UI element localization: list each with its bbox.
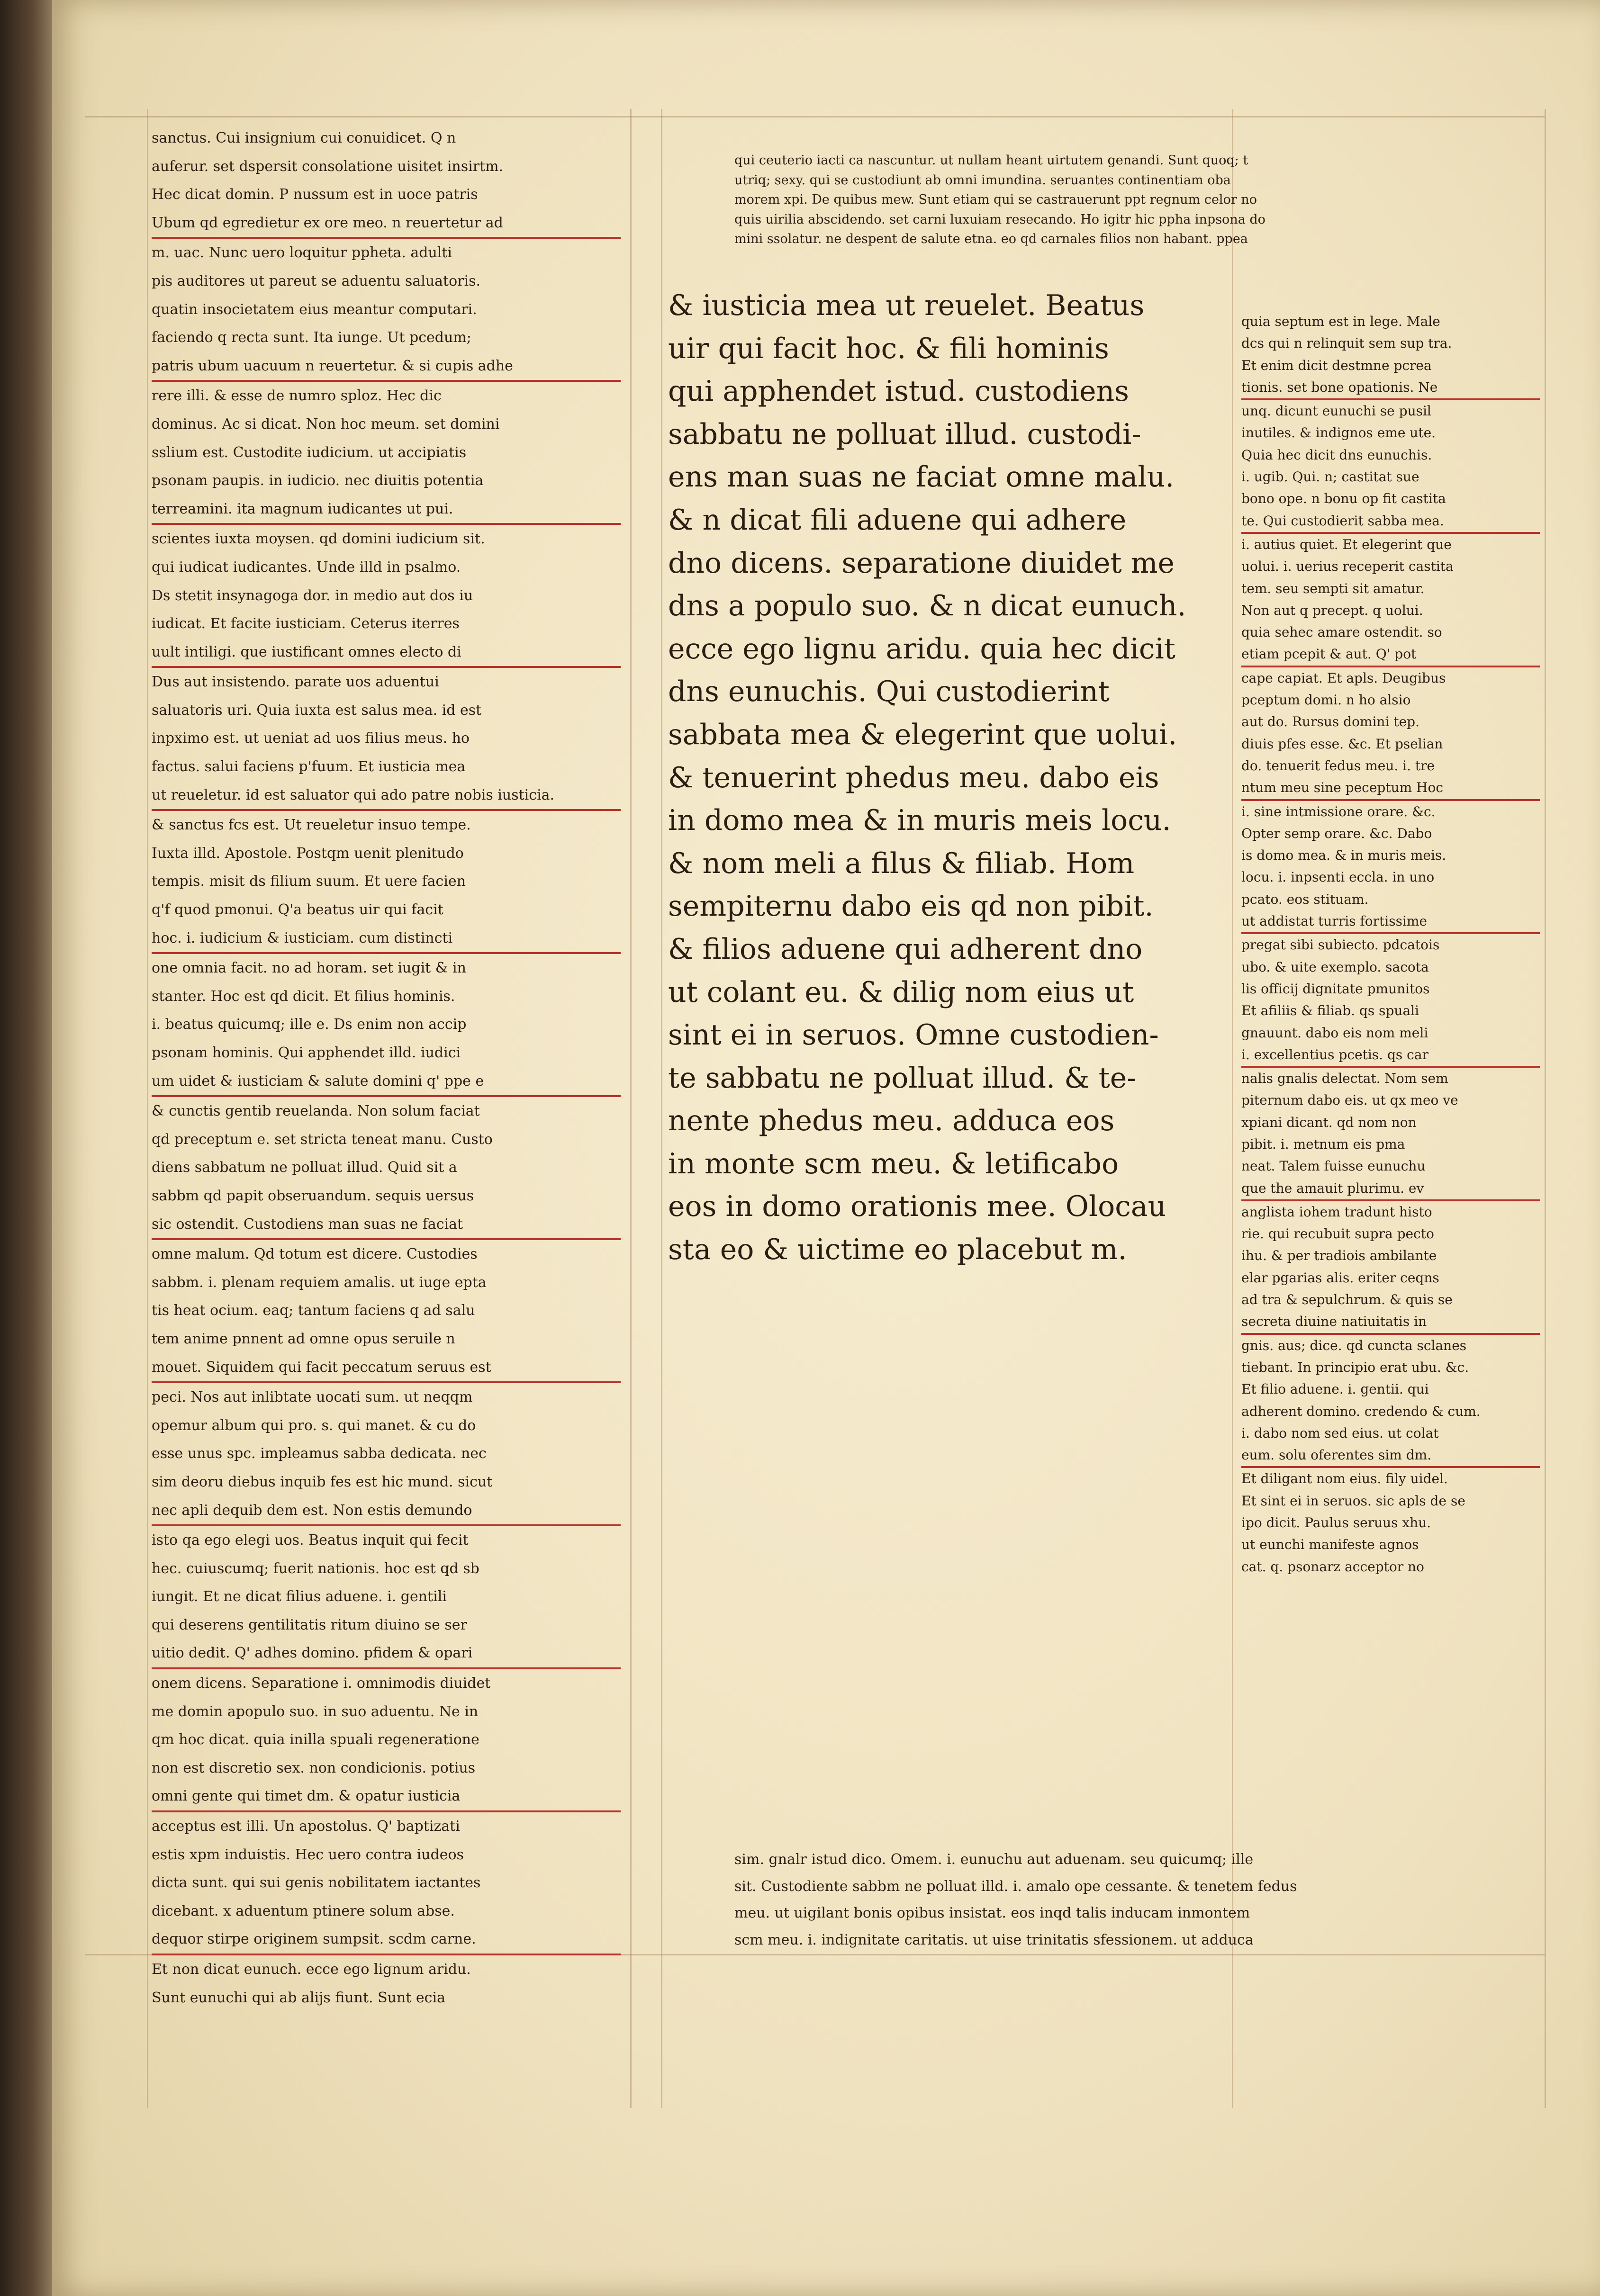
gloss-right-line: tem. seu sempti sit amatur.	[1241, 580, 1425, 596]
gloss-left-line: dequor stirpe originem sumpsit. scdm carne.	[152, 1925, 621, 1955]
gloss-top-line: mini ssolatur. ne despent de salute etna. eo qd carnales filios non habant. ppea	[734, 232, 1248, 246]
gloss-right-line: dcs qui n relinquit sem sup tra.	[1241, 335, 1452, 351]
gloss-right-line: i. ugib. Qui. n; castitat sue	[1241, 469, 1419, 485]
gloss-right-line: rie. qui recubuit supra pecto	[1241, 1226, 1434, 1242]
gloss-left-line: ut reueletur. id est saluator qui ado patre nobis iusticia.	[152, 781, 621, 811]
gloss-left-line: sabbm qd papit obseruandum. sequis uersus	[152, 1187, 474, 1204]
gloss-right-line: gnis. aus; dice. qd cuncta sclanes	[1241, 1337, 1467, 1353]
gloss-right-line: Et enim dicit destmne pcrea	[1241, 357, 1432, 373]
gloss-bottom-line: sim. gnalr istud dico. Omem. i. eunuchu aut aduenam. seu quicumq; ille	[734, 1851, 1254, 1868]
gloss-left-line: estis xpm induistis. Hec uero contra iudeos	[152, 1846, 464, 1863]
gloss-right-line: que the amauit plurimu. ev	[1241, 1178, 1540, 1201]
main-text-line: sta eo & uictime eo placebut m.	[668, 1233, 1127, 1267]
gloss-right-line: inutiles. & indignos eme ute.	[1241, 425, 1436, 441]
gloss-top-line: utriq; sexy. qui se custodiunt ab omni imundina. seruantes continentiam oba	[734, 172, 1231, 188]
gloss-left-line: um uidet & iusticiam & salute domini q' ppe e	[152, 1067, 621, 1098]
main-text-line: in monte scm meu. & letificabo	[668, 1147, 1119, 1180]
gloss-left-line: sabbm. i. plenam requiem amalis. ut iuge epta	[152, 1274, 487, 1291]
main-text-line: ecce ego lignu aridu. quia hec dicit	[668, 632, 1175, 666]
gloss-left-line: non est discretio sex. non condicionis. potius	[152, 1759, 476, 1776]
gloss-right-line: locu. i. inpsenti eccla. in uno	[1241, 869, 1435, 885]
gloss-left-line: me domin apopulo suo. in suo aduentu. Ne in	[152, 1703, 479, 1720]
gloss-right-line: ut eunchi manifeste agnos	[1241, 1537, 1419, 1553]
ruling-line	[1232, 109, 1233, 2108]
gloss-left-line: one omnia facit. no ad horam. set iugit & in	[152, 960, 466, 977]
gloss-left-line: qui deserens gentilitatis ritum diuino se ser	[152, 1616, 467, 1633]
main-text-line: dns eunuchis. Qui custodierint	[668, 675, 1110, 709]
main-text-line: sabbata mea & elegerint que uolui.	[668, 718, 1177, 751]
gloss-left-line: omni gente qui timet dm. & opatur iusticia	[152, 1782, 621, 1812]
gloss-left-line: sslium est. Custodite iudicium. ut accipiatis	[152, 444, 467, 461]
gloss-left-line: auferur. set dspersit consolatione uisitet insirtm.	[152, 158, 504, 175]
gloss-right-line: quia sehec amare ostendit. so	[1241, 624, 1442, 640]
gloss-left-line: terreamini. ita magnum iudicantes ut pui.	[152, 495, 621, 525]
main-text-line: dno dicens. separatione diuidet me	[668, 546, 1175, 580]
gloss-left-line: & cunctis gentib reuelanda. Non solum faciat	[152, 1103, 480, 1120]
gloss-right-line: lis officij dignitate pmunitos	[1241, 981, 1430, 997]
gloss-left-line: tem anime pnnent ad omne opus seruile n	[152, 1330, 455, 1347]
gloss-left-line: i. beatus quicumq; ille e. Ds enim non accip	[152, 1016, 467, 1033]
gloss-left-line: patris ubum uacuum n reuertetur. & si cupis adhe	[152, 352, 621, 382]
gloss-left-line: uult intiligi. que iustificant omnes electo di	[152, 638, 621, 668]
gloss-right-line: adherent domino. credendo & cum.	[1241, 1403, 1481, 1419]
gloss-right-line: anglista iohem tradunt histo	[1241, 1204, 1432, 1220]
main-text-line: in domo mea & in muris meis locu.	[668, 804, 1171, 837]
gloss-left-line: sanctus. Cui insignium cui conuidicet. Q n	[152, 130, 456, 146]
gloss-right-line: ihu. & per tradiois ambilante	[1241, 1248, 1437, 1264]
gloss-left-line: qui iudicat iudicantes. Unde illd in psalmo.	[152, 558, 461, 576]
gloss-left-line: dicta sunt. qui sui genis nobilitatem iactantes	[152, 1874, 481, 1891]
ruling-line	[630, 109, 632, 2108]
gloss-left-line: Et non dicat eunuch. ecce ego lignum aridu.	[152, 1961, 471, 1978]
gloss-left-line: Ubum qd egredietur ex ore meo. n reuertetur ad	[152, 209, 621, 239]
main-text-line: eos in domo orationis mee. Olocau	[668, 1190, 1166, 1224]
gloss-left-line: tempis. misit ds filium suum. Et uere facien	[152, 873, 466, 890]
gloss-right-line: Et sint ei in seruos. sic apls de se	[1241, 1493, 1465, 1509]
gloss-left-line: opemur album qui pro. s. qui manet. & cu do	[152, 1417, 476, 1434]
gloss-right-line: Et afiliis & filiab. qs spuali	[1241, 1003, 1419, 1019]
ruling-line	[661, 109, 662, 2108]
main-text-line: & iusticia mea ut reuelet. Beatus	[668, 289, 1145, 322]
gloss-right-line: nalis gnalis delectat. Nom sem	[1241, 1071, 1448, 1087]
gloss-left-line: faciendo q recta sunt. Ita iunge. Ut pcedum;	[152, 329, 471, 346]
gloss-right-line: pregat sibi subiecto. pdcatois	[1241, 937, 1440, 953]
gloss-bottom	[734, 1846, 1540, 1954]
gloss-left-line: m. uac. Nunc uero loquitur ppheta. adulti	[152, 244, 452, 261]
gloss-right-line: ipo dicit. Paulus seruus xhu.	[1241, 1515, 1431, 1531]
gloss-left	[152, 124, 621, 2012]
main-text-line: uir qui facit hoc. & fili hominis	[668, 332, 1109, 365]
gloss-left-line: psonam paupis. in iudicio. nec diuitis potentia	[152, 472, 484, 489]
gloss-left-line: iudicat. Et facite iusticiam. Ceterus iterres	[152, 615, 460, 632]
gloss-left-line: inpximo est. ut ueniat ad uos filius meus. ho	[152, 730, 470, 747]
gloss-left-line: Sunt eunuchi qui ab alijs fiunt. Sunt ecia	[152, 1989, 445, 2006]
gloss-left-line: nec apli dequib dem est. Non estis demundo	[152, 1496, 621, 1527]
gloss-left-line: mouet. Siquidem qui facit peccatum seruus est	[152, 1353, 621, 1384]
ruling-line	[147, 109, 148, 2108]
gloss-right-line: gnauunt. dabo eis nom meli	[1241, 1025, 1428, 1041]
gloss-right-line: pcato. eos stituam.	[1241, 891, 1369, 907]
main-text	[668, 284, 1227, 1271]
gloss-right-line: Opter semp orare. &c. Dabo	[1241, 825, 1432, 841]
gloss-left-line: stanter. Hoc est qd dicit. Et filius hominis.	[152, 988, 455, 1005]
gloss-right-line: uolui. i. uerius receperit castita	[1241, 558, 1454, 575]
gloss-left-line: pis auditores ut pareut se aduentu saluatoris.	[152, 272, 481, 289]
gloss-left-line: hec. cuiuscumq; fuerit nationis. hoc est qd sb	[152, 1560, 479, 1577]
main-text-line: te sabbatu ne polluat illud. & te-	[668, 1061, 1137, 1095]
gloss-right-line: ad tra & sepulchrum. & quis se	[1241, 1292, 1453, 1308]
main-text-line: sempiternu dabo eis qd non pibit.	[668, 890, 1154, 923]
gloss-left-line: Hec dicat domin. P nussum est in uoce patris	[152, 186, 478, 203]
gloss-left-line: scientes iuxta moysen. qd domini iudicium sit.	[152, 531, 485, 548]
gloss-right-line: tiebant. In principio erat ubu. &c.	[1241, 1359, 1469, 1375]
main-text-line: qui apphendet istud. custodiens	[668, 375, 1129, 408]
gloss-left-line: diens sabbatum ne polluat illud. Quid sit a	[152, 1159, 457, 1176]
main-text-line: ut colant eu. & dilig nom eius ut	[668, 975, 1134, 1009]
gloss-right-line: elar pgarias alis. eriter ceqns	[1241, 1270, 1439, 1286]
gloss-left-line: iungit. Et ne dicat filius aduene. i. gentili	[152, 1588, 447, 1605]
gloss-left-line: quatin insocietatem eius meantur computari.	[152, 301, 477, 318]
gloss-bottom-line: sit. Custodiente sabbm ne polluat illd. i. amalo ope cessante. & tenetem fedus	[734, 1878, 1297, 1895]
gloss-left-line: omne malum. Qd totum est dicere. Custodies	[152, 1246, 478, 1263]
gloss-right-line: do. tenuerit fedus meu. i. tre	[1241, 757, 1435, 774]
gloss-right-line: bono ope. n bonu op fit castita	[1241, 491, 1446, 507]
gloss-right-line: ut addistat turris fortissime	[1241, 910, 1540, 934]
gloss-right-line: ntum meu sine peceptum Hoc	[1241, 777, 1540, 801]
gloss-right-line: Et diligant nom eius. fily uidel.	[1241, 1471, 1448, 1487]
main-text-line: & tenuerint phedus meu. dabo eis	[668, 761, 1159, 794]
gloss-left-line: & sanctus fcs est. Ut reueletur insuo tempe.	[152, 817, 471, 834]
gloss-right-line: piternum dabo eis. ut qx meo ve	[1241, 1092, 1458, 1108]
gloss-right	[1241, 311, 1540, 1578]
gloss-left-line: tis heat ocium. eaq; tantum faciens q ad salu	[152, 1302, 475, 1319]
gloss-right-line: i. autius quiet. Et elegerint que	[1241, 536, 1452, 552]
main-text-line: sint ei in seruos. Omne custodien-	[668, 1018, 1159, 1052]
gloss-right-line: secreta diuine natiuitatis in	[1241, 1311, 1540, 1334]
gloss-left-line: dicebant. x aduentum ptinere solum abse.	[152, 1902, 455, 1919]
gloss-left-line: psonam hominis. Qui apphendet illd. iudici	[152, 1044, 461, 1061]
main-text-line: nente phedus meu. adduca eos	[668, 1104, 1115, 1138]
gloss-left-line: dominus. Ac si dicat. Non hoc meum. set domini	[152, 415, 500, 432]
gloss-bottom-line: scm meu. i. indignitate caritatis. ut uise trinitatis sfessionem. ut adduca	[734, 1931, 1254, 1948]
gloss-left-line: saluatoris uri. Quia iuxta est salus mea. id est	[152, 702, 482, 719]
gloss-left-line: hoc. i. iudicium & iusticiam. cum distincti	[152, 924, 621, 954]
gloss-right-line: i. excellentius pcetis. qs car	[1241, 1044, 1540, 1068]
gloss-left-line: rere illi. & esse de numro sploz. Hec dic	[152, 387, 442, 405]
gloss-left-line: Dus aut insistendo. parate uos aduentui	[152, 674, 439, 691]
gloss-top-line: morem xpi. De quibus mew. Sunt etiam qui se castrauerunt ppt regnum celor no	[734, 192, 1257, 207]
gloss-right-line: i. sine intmissione orare. &c.	[1241, 803, 1436, 819]
gloss-left-line: Iuxta illd. Apostole. Postqm uenit plenitudo	[152, 845, 464, 862]
gloss-left-line: onem dicens. Separatione i. omnimodis diuidet	[152, 1675, 491, 1692]
gloss-top	[734, 151, 1540, 249]
gloss-right-line: aut do. Rursus domini tep.	[1241, 714, 1419, 730]
gloss-right-line: diuis pfes esse. &c. Et pselian	[1241, 736, 1443, 752]
gloss-right-line: ubo. & uite exemplo. sacota	[1241, 959, 1429, 975]
gloss-left-line: peci. Nos aut inlibtate uocati sum. ut neqqm	[152, 1389, 473, 1406]
gloss-left-line: sic ostendit. Custodiens man suas ne faciat	[152, 1210, 621, 1241]
gloss-left-line: sim deoru diebus inquib fes est hic mund. sicut	[152, 1473, 493, 1490]
gloss-right-line: te. Qui custodierit sabba mea.	[1241, 510, 1540, 534]
gloss-right-line: Quia hec dicit dns eunuchis.	[1241, 447, 1432, 463]
gloss-left-line: uitio dedit. Q' adhes domino. pfidem & opari	[152, 1639, 621, 1669]
gloss-left-line: acceptus est illi. Un apostolus. Q' baptizati	[152, 1818, 460, 1835]
gloss-left-line: factus. salui faciens p'fuum. Et iusticia mea	[152, 758, 466, 775]
gloss-right-line: neat. Talem fuisse eunuchu	[1241, 1158, 1426, 1174]
main-text-line: & filios aduene qui adherent dno	[668, 932, 1143, 966]
gloss-right-line: etiam pcepit & aut. Q' pot	[1241, 643, 1540, 667]
gloss-left-line: Ds stetit insynagoga dor. in medio aut dos iu	[152, 587, 473, 604]
gloss-left-line: qm hoc dicat. quia inilla spuali regeneratione	[152, 1731, 479, 1748]
ruling-line	[85, 116, 1545, 117]
gloss-right-line: pceptum domi. n ho alsio	[1241, 692, 1411, 708]
gloss-right-line: Non aut q precept. q uolui.	[1241, 602, 1423, 618]
gloss-left-line: q'f quod pmonui. Q'a beatus uir qui facit	[152, 901, 443, 918]
gloss-right-line: cape capiat. Et apls. Deugibus	[1241, 670, 1446, 686]
ruling-line	[1545, 109, 1546, 2108]
gloss-right-line: i. dabo nom sed eius. ut colat	[1241, 1425, 1439, 1441]
gloss-right-line: pibit. i. metnum eis pma	[1241, 1136, 1405, 1152]
gloss-left-line: isto qa ego elegi uos. Beatus inquit qui fecit	[152, 1532, 469, 1549]
gloss-left-line: esse unus spc. impleamus sabba dedicata. nec	[152, 1445, 487, 1462]
gloss-right-line: cat. q. psonarz acceptor no	[1241, 1558, 1424, 1575]
main-text-line: dns a populo suo. & n dicat eunuch.	[668, 589, 1186, 623]
gloss-right-line: eum. solu oferentes sim dm.	[1241, 1444, 1540, 1468]
main-text-line: ens man suas ne faciat omne malu.	[668, 460, 1175, 494]
gloss-right-line: tionis. set bone opationis. Ne	[1241, 377, 1540, 400]
gloss-bottom-line: meu. ut uigilant bonis opibus insistat. eos inqd talis inducam inmontem	[734, 1905, 1250, 1921]
gloss-top-line: quis uirilia abscidendo. set carni luxuiam resecando. Ho igitr hic ppha inpsona do	[734, 212, 1266, 227]
gloss-right-line: is domo mea. & in muris meis.	[1241, 847, 1446, 864]
gloss-right-line: quia septum est in lege. Male	[1241, 314, 1440, 329]
gloss-right-line: xpiani dicant. qd nom non	[1241, 1114, 1417, 1130]
gloss-right-line: unq. dicunt eunuchi se pusil	[1241, 403, 1431, 419]
gloss-left-line: qd preceptum e. set stricta teneat manu. Custo	[152, 1131, 493, 1148]
gloss-right-line: Et filio aduene. i. gentii. qui	[1241, 1381, 1429, 1397]
main-text-line: & n dicat fili aduene qui adhere	[668, 503, 1127, 537]
main-text-line: sabbatu ne polluat illud. custodi-	[668, 417, 1141, 451]
main-text-line: & nom meli a filus & filiab. Hom	[668, 846, 1135, 880]
gloss-top-line: qui ceuterio iacti ca nascuntur. ut nullam heant uirtutem genandi. Sunt quoq; t	[734, 153, 1248, 168]
